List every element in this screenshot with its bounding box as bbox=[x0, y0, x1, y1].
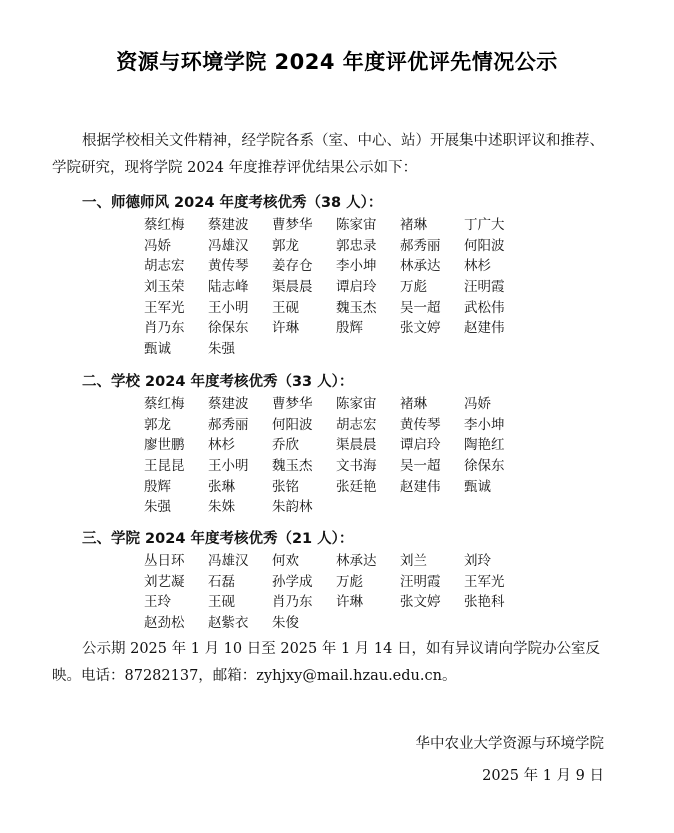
person-name: 汪明霞 bbox=[400, 573, 441, 590]
person-name: 林承达 bbox=[400, 258, 441, 275]
person-name: 殷辉 bbox=[144, 478, 171, 495]
person-name: 许琳 bbox=[336, 594, 363, 611]
person-name: 文书海 bbox=[336, 458, 377, 475]
person-name: 曹梦华 bbox=[272, 217, 313, 233]
person-name: 陈家宙 bbox=[336, 217, 377, 233]
person-name: 武松伟 bbox=[464, 299, 505, 316]
person-name: 汪明霞 bbox=[464, 279, 505, 296]
person-name: 王小明 bbox=[208, 458, 249, 475]
person-name: 何阳波 bbox=[464, 237, 505, 254]
person-name: 许琳 bbox=[272, 320, 299, 337]
person-name: 冯娇 bbox=[144, 237, 171, 254]
person-name: 林杉 bbox=[208, 437, 235, 454]
person-name: 朱强 bbox=[208, 341, 235, 358]
person-name: 冯娇 bbox=[464, 396, 491, 412]
person-name: 冯雄汉 bbox=[208, 237, 249, 254]
person-name: 何阳波 bbox=[272, 416, 313, 433]
person-name: 林杉 bbox=[464, 258, 491, 275]
person-name: 王砚 bbox=[208, 594, 235, 611]
person-name: 李小坤 bbox=[464, 416, 505, 433]
person-name: 刘艺凝 bbox=[144, 573, 185, 590]
person-name: 王小明 bbox=[208, 299, 249, 316]
section-heading: 二、学校 2024 年度考核优秀（33 人）： bbox=[82, 374, 354, 390]
person-name: 郭忠录 bbox=[336, 237, 377, 254]
person-name: 陈家宙 bbox=[336, 396, 377, 412]
person-name: 殷辉 bbox=[336, 320, 363, 337]
person-name: 朱姝 bbox=[208, 499, 235, 516]
name-list bbox=[144, 215, 632, 360]
person-name: 渠晨晨 bbox=[272, 279, 313, 296]
person-name: 肖乃东 bbox=[272, 594, 313, 611]
person-name: 张铭 bbox=[272, 478, 299, 495]
person-name: 肖乃东 bbox=[144, 320, 185, 337]
name-list bbox=[144, 394, 632, 518]
person-name: 何欢 bbox=[272, 553, 299, 569]
section-teacher-ethics bbox=[52, 193, 632, 360]
person-name: 朱强 bbox=[144, 499, 171, 516]
section-heading: 一、师德师风 2024 年度考核优秀（38 人）： bbox=[82, 195, 383, 211]
section-heading: 三、学院 2024 年度考核优秀（21 人）： bbox=[82, 531, 354, 547]
person-name: 蔡红梅 bbox=[144, 396, 185, 412]
person-name: 吴一超 bbox=[400, 458, 441, 475]
person-name: 甄诚 bbox=[464, 478, 491, 495]
person-name: 吴一超 bbox=[400, 299, 441, 316]
person-name: 赵建伟 bbox=[400, 478, 441, 495]
person-name: 刘玉荣 bbox=[144, 279, 185, 296]
person-name: 谭启玲 bbox=[400, 437, 441, 454]
person-name: 魏玉杰 bbox=[272, 458, 313, 475]
person-name: 郭龙 bbox=[144, 416, 171, 433]
person-name: 赵劲松 bbox=[144, 615, 185, 632]
person-name: 李小坤 bbox=[336, 258, 377, 275]
person-name: 王玲 bbox=[144, 594, 171, 611]
person-name: 朱韵林 bbox=[272, 499, 313, 516]
person-name: 郝秀丽 bbox=[400, 237, 441, 254]
person-name: 蔡建波 bbox=[208, 396, 249, 412]
page-title: 资源与环境学院 2024 年度评优评先情况公示 bbox=[116, 50, 558, 74]
name-list bbox=[144, 551, 632, 634]
person-name: 万彪 bbox=[336, 573, 363, 590]
person-name: 王军光 bbox=[464, 573, 505, 590]
person-name: 冯雄汉 bbox=[208, 553, 249, 569]
person-name: 张艳科 bbox=[464, 594, 505, 611]
person-name: 郝秀丽 bbox=[208, 416, 249, 433]
person-name: 石磊 bbox=[208, 573, 235, 590]
person-name: 张琳 bbox=[208, 478, 235, 495]
signature-org: 华中农业大学资源与环境学院 bbox=[415, 736, 604, 752]
person-name: 王军光 bbox=[144, 299, 185, 316]
section-university-excellent bbox=[52, 372, 632, 518]
person-name: 孙学成 bbox=[272, 573, 313, 590]
person-name: 王昆昆 bbox=[144, 458, 185, 475]
person-name: 丛日环 bbox=[144, 553, 185, 569]
person-name: 谭启玲 bbox=[336, 279, 377, 296]
person-name: 徐保东 bbox=[464, 458, 505, 475]
person-name: 褚琳 bbox=[400, 217, 427, 233]
person-name: 刘兰 bbox=[400, 553, 427, 569]
person-name: 黄传琴 bbox=[208, 258, 249, 275]
person-name: 赵建伟 bbox=[464, 320, 505, 337]
person-name: 朱俊 bbox=[272, 615, 299, 632]
person-name: 陶艳红 bbox=[464, 437, 505, 454]
intro-paragraph: 根据学校相关文件精神，经学院各系（室、中心、站）开展集中述职评议和推荐、学院研究，现将学院 2024 年度推荐评优结果公示如下： bbox=[52, 133, 604, 176]
signature-date: 2025 年 1 月 9 日 bbox=[482, 768, 604, 784]
person-name: 郭龙 bbox=[272, 237, 299, 254]
person-name: 徐保东 bbox=[208, 320, 249, 337]
person-name: 赵紫衣 bbox=[208, 615, 249, 632]
person-name: 张廷艳 bbox=[336, 478, 377, 495]
person-name: 魏玉杰 bbox=[336, 299, 377, 316]
person-name: 乔欣 bbox=[272, 437, 299, 454]
person-name: 胡志宏 bbox=[144, 258, 185, 275]
person-name: 蔡建波 bbox=[208, 217, 249, 233]
person-name: 陆志峰 bbox=[208, 279, 249, 296]
person-name: 丁广大 bbox=[464, 217, 505, 233]
person-name: 黄传琴 bbox=[400, 416, 441, 433]
person-name: 廖世鹏 bbox=[144, 437, 185, 454]
person-name: 姜存仓 bbox=[272, 258, 313, 275]
person-name: 万彪 bbox=[400, 279, 427, 296]
person-name: 蔡红梅 bbox=[144, 217, 185, 233]
person-name: 渠晨晨 bbox=[336, 437, 377, 454]
person-name: 甄诚 bbox=[144, 341, 171, 358]
person-name: 褚琳 bbox=[400, 396, 427, 412]
person-name: 王砚 bbox=[272, 299, 299, 316]
person-name: 刘玲 bbox=[464, 553, 491, 569]
section-college-excellent bbox=[52, 529, 632, 634]
person-name: 张文婷 bbox=[400, 594, 441, 611]
closing-paragraph: 公示期 2025 年 1 月 10 日至 2025 年 1 月 14 日，如有异议请向学院办公室反映。电话：87282137，邮箱：zyhjxy@mail.hzau.edu.cn。 bbox=[52, 641, 600, 684]
person-name: 曹梦华 bbox=[272, 396, 313, 412]
person-name: 胡志宏 bbox=[336, 416, 377, 433]
person-name: 林承达 bbox=[336, 553, 377, 569]
person-name: 张文婷 bbox=[400, 320, 441, 337]
